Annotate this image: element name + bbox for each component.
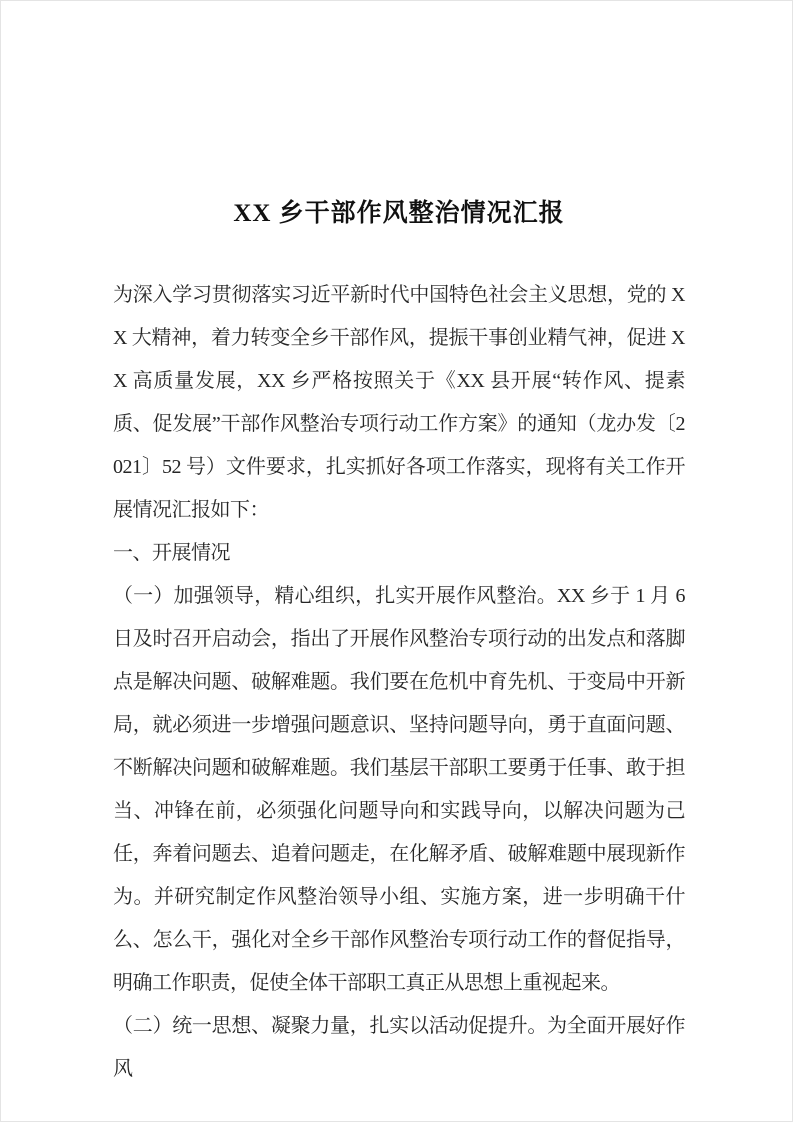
document-content <box>113 196 685 1091</box>
paragraph-section-1-item-2: （二）统一思想、凝聚力量，扎实以活动促提升。为全面开展好作风 <box>113 1015 685 1080</box>
paragraph-section-1-item-1: （一）加强领导，精心组织，扎实开展作风整治。XX 乡于 1 月 6 日及时召开启动会，指出了开展作风整治专项行动的出发点和落脚点是解决问题、破解难题。我们要在危机中育先机、于变局中开新局，就必须进一步增强问题意识、坚持问题导向，勇于直面问题、不断解决问题和破解难题。我们基层干部职工要勇于任事、敢于担当、冲锋在前，必须强化问题导向和实践导向，以解决问题为己任，奔着问题去、追着问题走，在化解矛盾、破解难题中展现新作为。并研究制定作风整治领导小组、实施方案，进一步明确干什么、怎么干，强化对全乡干部作风整治专项行动工作的督促指导，明确工作职责，促使全体干部职工真正从思想上重视起来。 <box>113 585 685 994</box>
document-body <box>113 274 685 1091</box>
paragraph-intro: 为深入学习贯彻落实习近平新时代中国特色社会主义思想，党的 XX 大精神，着力转变全乡干部作风，提振干事创业精气神，促进 XX 高质量发展，XX 乡严格按照关于《XX 县开展“转作风、提素质、促发展”干部作风整治专项行动工作方案》的通知（龙办发〔2021〕52 号）文件要求，扎实抓好各项工作落实，现将有关工作开展情况汇报如下： <box>113 284 685 521</box>
document-title: XX 乡干部作风整治情况汇报 <box>233 200 565 227</box>
section-heading-1: 一、开展情况 <box>113 542 230 564</box>
